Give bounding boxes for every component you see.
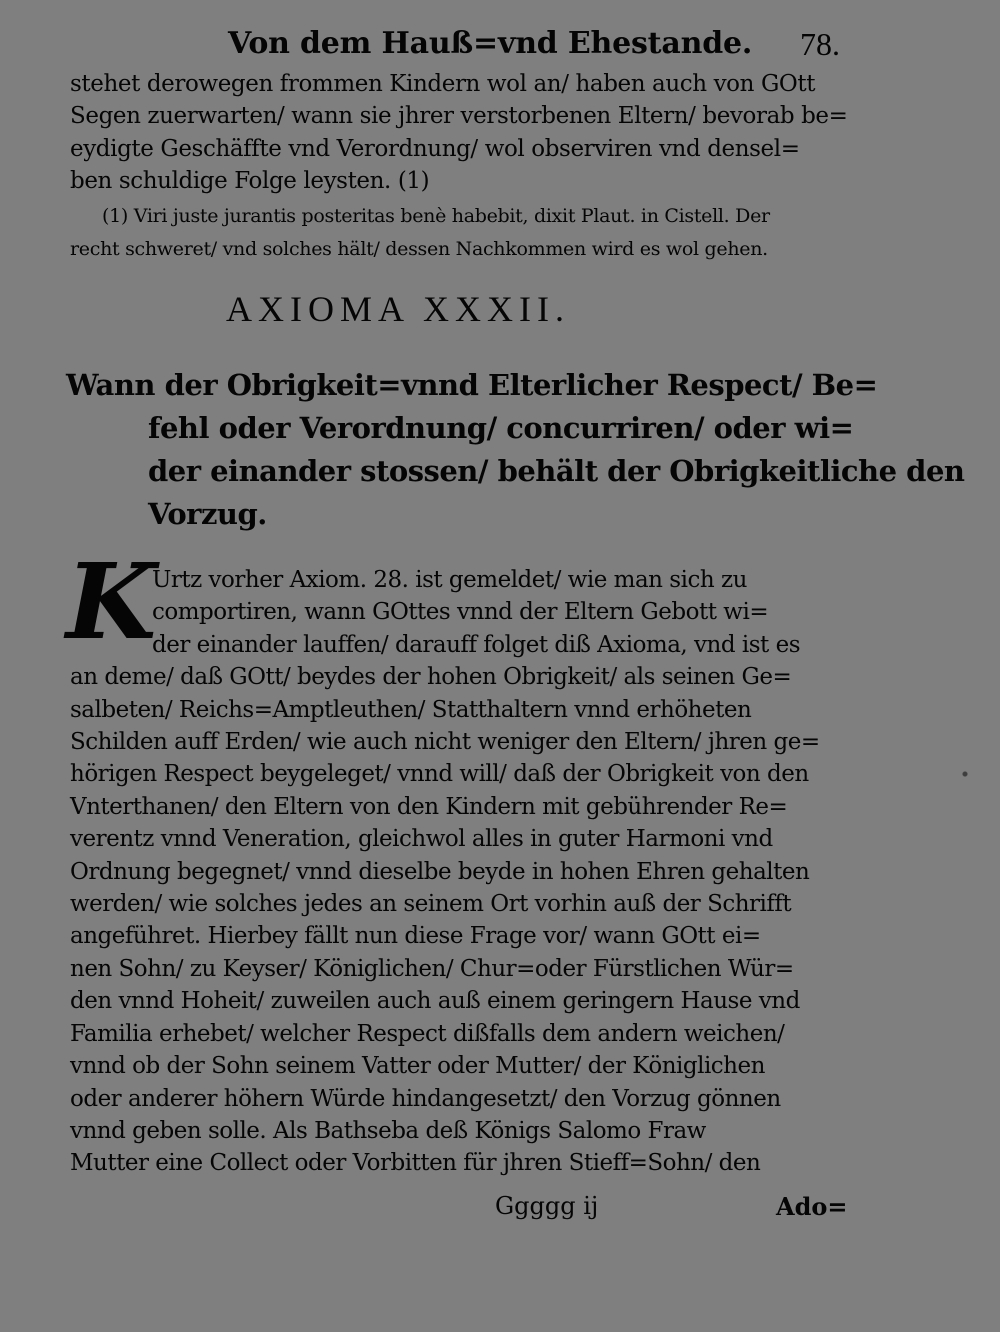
text-line: ben schuldige Folge leysten. (1) (70, 168, 430, 195)
body-line: Vnterthanen/ den Eltern von den Kindern mit gebührender Re= (70, 793, 788, 820)
signature-mark: Ggggg ij (495, 1192, 599, 1220)
summary-line: fehl oder Verordnung/ concurriren/ oder wi= (148, 411, 854, 445)
body-line: den vnnd Hoheit/ zuweilen auch auß einem geringern Hause vnd (70, 988, 800, 1015)
footnote-line: recht schweret/ vnd solches hält/ dessen Nachkommen wird es wol gehen. (70, 238, 768, 260)
body-line: der einander lauffen/ darauff folget diß Axioma, vnd ist es (152, 631, 801, 658)
axiom-heading: AXIOMA XXXII. (226, 289, 570, 329)
axiom-summary (66, 364, 965, 536)
body-line: Familia erhebet/ welcher Respect dißfalls dem andern weichen/ (70, 1020, 785, 1047)
body-line: vnnd ob der Sohn seinem Vatter oder Mutter/ der Königlichen (70, 1053, 765, 1080)
footnote-line: (1) Viri juste jurantis posteritas benè habebit, dixit Plaut. in Cistell. Der (102, 205, 770, 227)
body-line: salbeten/ Reichs=Amptleuthen/ Statthaltern vnnd erhöheten (70, 696, 752, 723)
text-line: Segen zuerwarten/ wann sie jhrer verstorbenen Eltern/ bevorab be= (70, 103, 848, 130)
body-line: comportiren, wann GOttes vnnd der Eltern Gebott wi= (152, 599, 769, 626)
body-line: Ordnung begegnet/ vnnd dieselbe beyde in hohen Ehren gehalten (70, 858, 810, 885)
body-line: werden/ wie solches jedes an seinem Ort vorhin auß der Schrifft (70, 891, 792, 918)
page-header (228, 26, 848, 66)
body-line: oder anderer höhern Würde hindangesetzt/ den Vorzug gönnen (70, 1085, 781, 1112)
text-line: stehet derowegen frommen Kindern wol an/ haben auch von GOtt (70, 71, 816, 97)
summary-line: Vorzug. (148, 497, 267, 531)
body-line: Urtz vorher Axiom. 28. ist gemeldet/ wie man sich zu (152, 567, 747, 593)
drop-cap: K (66, 540, 157, 663)
text-line: eydigte Geschäffte vnd Verordnung/ wol observiren vnd densel= (70, 135, 800, 162)
body-line: hörigen Respect beygeleget/ vnnd will/ daß der Obrigkeit von den (70, 761, 809, 788)
running-title: Von dem Hauß=vnd Ehestande. (228, 26, 753, 61)
body-line: angeführet. Hierbey fällt nun diese Frage vor/ wann GOtt ei= (70, 923, 761, 950)
body-text (70, 564, 850, 1180)
ink-speck (960, 770, 970, 778)
body-line: vnnd geben solle. Als Bathseba deß Königs Salomo Fraw (70, 1117, 706, 1144)
opening-paragraph (70, 68, 850, 198)
body-line: an deme/ daß GOtt/ beydes der hohen Obrigkeit/ als seinen Ge= (70, 664, 792, 691)
footnote (70, 200, 850, 266)
body-line: nen Sohn/ zu Keyser/ Königlichen/ Chur=oder Fürstlichen Wür= (70, 955, 794, 982)
summary-line: der einander stossen/ behält der Obrigkeitliche den (148, 454, 965, 488)
body-line: Schilden auff Erden/ wie auch nicht weniger den Eltern/ jhren ge= (70, 729, 820, 756)
catchword: Ado= (776, 1192, 848, 1221)
body-line: Mutter eine Collect oder Vorbitten für jhren Stieff=Sohn/ den (70, 1150, 761, 1177)
summary-line: Wann der Obrigkeit=vnnd Elterlicher Respect/ Be= (66, 368, 878, 402)
page-number: 78. (800, 26, 840, 62)
body-line: verentz vnnd Veneration, gleichwol alles in guter Harmoni vnd (70, 826, 773, 853)
